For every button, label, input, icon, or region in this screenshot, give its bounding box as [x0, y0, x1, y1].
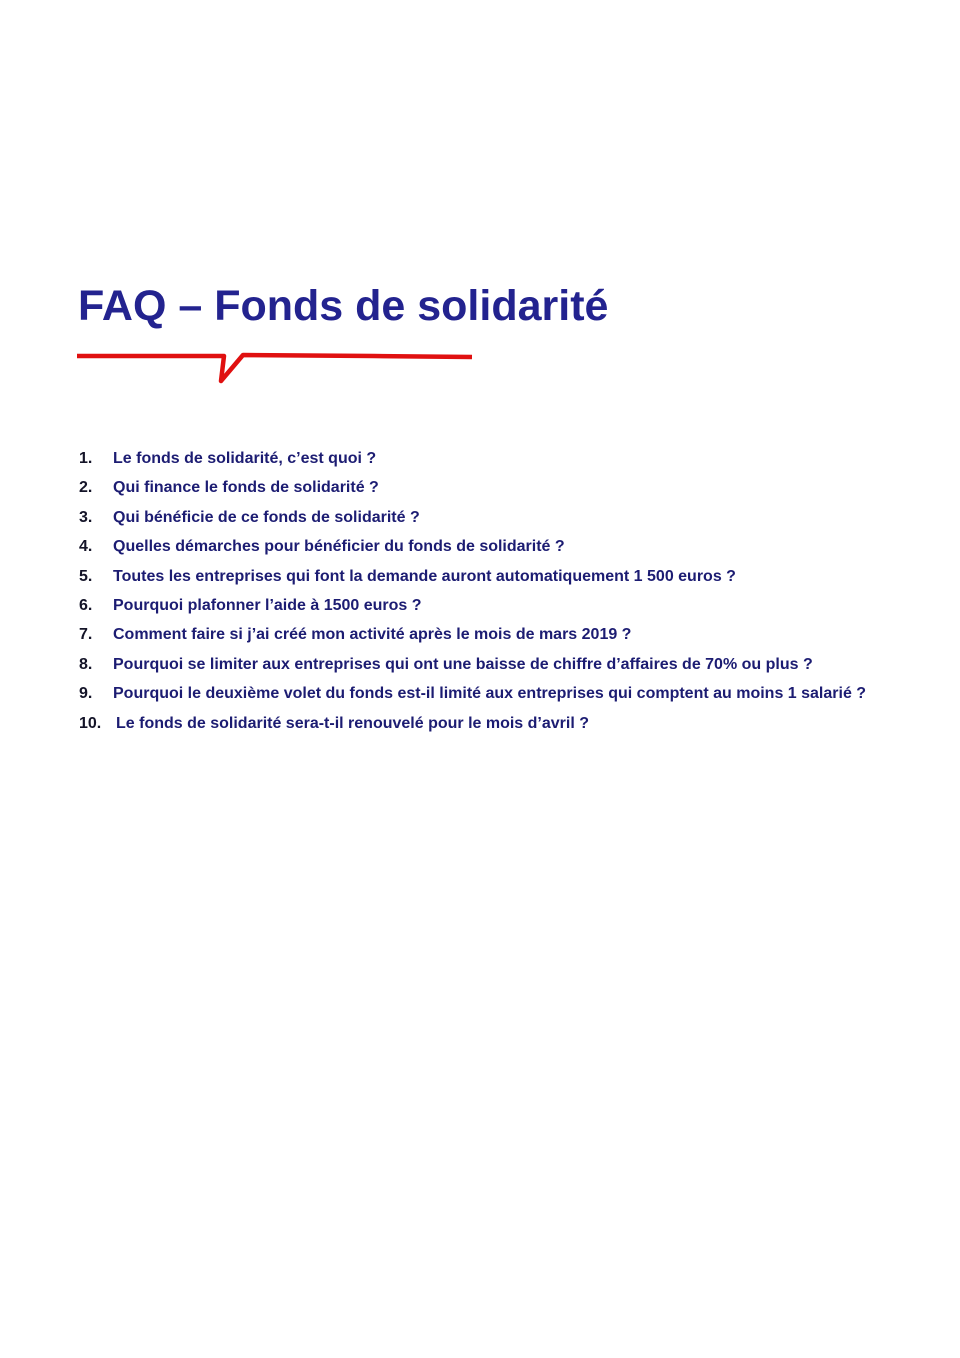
faq-item-question[interactable]: Pourquoi le deuxième volet du fonds est-il limité aux entreprises qui comptent au moins 1 salarié ?: [113, 685, 867, 703]
faq-item-question[interactable]: Qui finance le fonds de solidarité ?: [113, 479, 379, 497]
faq-item-number: 2.: [79, 479, 93, 497]
faq-item-number: 6.: [79, 596, 93, 614]
faq-item-number: 8.: [79, 655, 93, 673]
faq-item-number: 5.: [79, 567, 93, 585]
faq-item-question[interactable]: Toutes les entreprises qui font la demande auront automatiquement 1 500 euros ?: [113, 567, 736, 585]
faq-item-number: 7.: [79, 626, 93, 644]
faq-item-number: 3.: [79, 508, 93, 526]
faq-item-question[interactable]: Le fonds de solidarité sera-t-il renouvelé pour le mois d’avril ?: [116, 714, 589, 732]
faq-item-number: 10.: [79, 714, 102, 732]
faq-item-number: 1.: [79, 450, 93, 467]
faq-item-number: 4.: [79, 538, 93, 556]
faq-item-question[interactable]: Quelles démarches pour bénéficier du fonds de solidarité ?: [113, 538, 565, 556]
faq-item-question[interactable]: Comment faire si j’ai créé mon activité après le mois de mars 2019 ?: [113, 626, 632, 644]
faq-item-number: 9.: [79, 685, 93, 703]
faq-item-question[interactable]: Pourquoi plafonner l’aide à 1500 euros ?: [113, 596, 422, 614]
faq-item-question[interactable]: Qui bénéficie de ce fonds de solidarité ?: [113, 508, 420, 526]
page-title: FAQ – Fonds de solidarité: [78, 282, 609, 330]
faq-item-question[interactable]: Pourquoi se limiter aux entreprises qui ont une baisse de chiffre d’affaires de 70% ou plus ?: [113, 655, 813, 673]
speech-bubble-underline-icon: [74, 345, 476, 387]
faq-item-question[interactable]: Le fonds de solidarité, c’est quoi ?: [113, 450, 377, 467]
